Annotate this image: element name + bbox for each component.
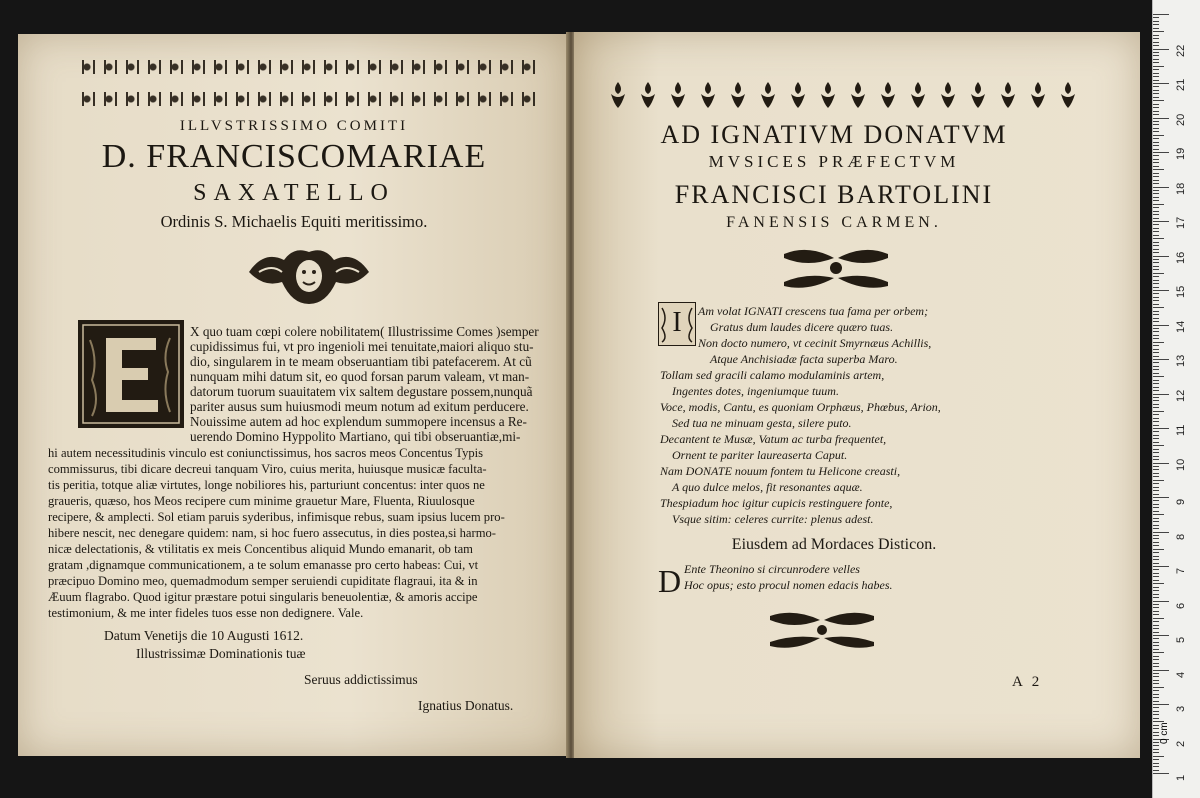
ruler-tick — [1153, 162, 1159, 163]
ruler-tick — [1153, 431, 1159, 432]
poem-line: Am volat IGNATI crescens tua fama per orbem; — [698, 304, 929, 318]
ruler-tick — [1153, 283, 1159, 284]
ruler-tick — [1153, 331, 1159, 332]
ruler-tick — [1153, 421, 1159, 422]
ruler-tick — [1153, 145, 1159, 146]
ruler-tick — [1153, 428, 1169, 429]
first-line: X quo tuam cœpi colere nobilitatem( Illustrissime Comes )semper — [190, 324, 539, 339]
ruler-tick — [1153, 601, 1169, 602]
dedication-heading-4: Ordinis S. Michaelis Equiti meritissimo. — [160, 212, 428, 231]
ruler-tick — [1153, 159, 1159, 160]
ruler-tick — [1153, 756, 1164, 757]
ruler-tick — [1153, 566, 1169, 567]
distich-line: Ente Theonino si circunrodere velles — [684, 562, 860, 576]
ruler-tick — [1153, 345, 1159, 346]
distich-line: Hoc opus; esto procul nomen edacis habes. — [684, 578, 893, 592]
ruler-tick — [1153, 114, 1159, 115]
ruler-tick — [1153, 583, 1164, 584]
ruler-tick — [1153, 580, 1159, 581]
ruler-tick — [1153, 666, 1159, 667]
ruler-tick — [1153, 55, 1159, 56]
ruler-tick — [1153, 442, 1159, 443]
ruler-tick — [1153, 514, 1164, 515]
ruler-tick — [1153, 24, 1159, 25]
ruler-number: 9 — [1175, 498, 1187, 505]
poem-line: A quo dulce melos, fit resonantes aquæ. — [672, 480, 863, 494]
ruler-tick — [1153, 352, 1159, 353]
ruler-tick — [1153, 228, 1159, 229]
ruler-number: 15 — [1175, 285, 1187, 298]
ruler-tick — [1153, 673, 1159, 674]
ruler-number: 7 — [1175, 567, 1187, 574]
ruler-tick — [1153, 390, 1159, 391]
body-line: cupidissimus fui, vt pro ingenioli mei tenuitate,maiori aliquo stu- — [190, 339, 534, 354]
ruler-tick — [1153, 183, 1159, 184]
body-line: Nouissime autem ad hoc explendum summopere incensus a Re- — [190, 414, 527, 429]
ruler-tick — [1153, 238, 1164, 239]
ruler-tick — [1153, 17, 1159, 18]
ruler-tick — [1153, 107, 1159, 108]
poem-heading-4: FANENSIS CARMEN. — [726, 214, 942, 231]
initial-i-woodcut — [658, 302, 696, 346]
ruler-tick — [1153, 618, 1164, 619]
ruler-tick — [1153, 545, 1159, 546]
ruler-tick — [1153, 59, 1159, 60]
ornament-band-top — [76, 60, 538, 74]
ruler-tick — [1153, 142, 1159, 143]
ruler-tick — [1153, 394, 1169, 395]
ruler-number: 5 — [1175, 636, 1187, 643]
dedication-heading-3: SAXATELLO — [193, 180, 395, 206]
ruler-tick — [1153, 749, 1159, 750]
ruler-number: 18 — [1175, 182, 1187, 195]
ruler-tick — [1153, 166, 1159, 167]
ruler-tick — [1153, 193, 1159, 194]
poem-line: Non docto numero, vt cecinit Smyrnæus Achillis, — [698, 336, 932, 350]
ruler-tick — [1153, 90, 1159, 91]
ruler-tick — [1153, 80, 1159, 81]
closing-line-1: Illustrissimæ Dominationis tuæ — [136, 646, 306, 661]
ruler-tick — [1153, 300, 1159, 301]
ruler-tick — [1153, 83, 1169, 84]
ruler-tick — [1153, 718, 1159, 719]
ruler-tick — [1153, 387, 1159, 388]
ruler-tick — [1153, 111, 1159, 112]
ruler-tick — [1153, 307, 1164, 308]
body-line: nicæ delectationis, & vtilitatis ex meis Concentibus aliquid Mundo emanarit, ob tam — [48, 542, 473, 556]
ruler-tick — [1153, 504, 1159, 505]
body-line: testimonium, & me inter fideles tuos esse non dedignere. Vale. — [48, 606, 364, 620]
ruler-tick — [1153, 97, 1159, 98]
ruler-tick — [1153, 676, 1159, 677]
ruler-tick — [1153, 52, 1159, 53]
ruler-tick — [1153, 435, 1159, 436]
ruler-tick — [1153, 690, 1159, 691]
ruler-tick — [1153, 573, 1159, 574]
ruler-tick — [1153, 280, 1159, 281]
ruler-unit-label: 0 cm — [1159, 722, 1170, 744]
ruler-tick — [1153, 362, 1159, 363]
ruler-tick — [1153, 231, 1159, 232]
ruler-tick — [1153, 694, 1159, 695]
mask-ornament — [244, 242, 374, 308]
ruler-tick — [1153, 45, 1159, 46]
distich-title: Eiusdem ad Mordaces Disticon. — [731, 536, 937, 553]
ruler-tick — [1153, 211, 1159, 212]
ruler-tick — [1153, 38, 1159, 39]
ruler-tick — [1153, 511, 1159, 512]
ruler-tick — [1153, 500, 1159, 501]
dedication-heading-1: ILLVSTRISSIMO COMITI — [179, 118, 409, 134]
ruler-tick — [1153, 200, 1159, 201]
ruler-tick — [1153, 35, 1159, 36]
ruler-tick — [1153, 628, 1159, 629]
body-line: recipere, & amplecti. Sol etiam paruis syderibus, infimisque rebus, suam ipsius lucem pro- — [48, 510, 505, 524]
ruler-number: 19 — [1175, 147, 1187, 160]
poem-line: Ornent te pariter laureaserta Caput. — [672, 448, 848, 462]
ruler-tick — [1153, 635, 1169, 636]
poem-line: Tollam sed gracili calamo modulaminis artem, — [660, 368, 885, 382]
ruler-tick — [1153, 252, 1159, 253]
ruler-tick — [1153, 197, 1159, 198]
body-line: nunquam mihi datum sit, eo quod forsan parum valeam, vt man- — [190, 369, 530, 384]
ruler-tick — [1153, 549, 1164, 550]
ruler-tick — [1153, 69, 1159, 70]
ruler-tick — [1153, 14, 1169, 15]
ruler-tick — [1153, 325, 1169, 326]
ruler-tick — [1153, 604, 1159, 605]
ruler-tick — [1153, 266, 1159, 267]
ruler-tick — [1153, 397, 1159, 398]
ruler-number: 4 — [1175, 671, 1187, 678]
poem-line: Voce, modis, Cantu, es quoniam Orphæus, Phœbus, Arion, — [660, 400, 941, 414]
ruler-tick — [1153, 438, 1159, 439]
body-line: datorum tuorum suauitatem vix saltem degustare possem,nunquã — [190, 384, 533, 399]
dedication-heading-2: D. FRANCISCOMARIAE — [101, 138, 487, 175]
ruler-tick — [1153, 659, 1159, 660]
ruler-tick — [1153, 452, 1159, 453]
ruler-tick — [1153, 287, 1159, 288]
poem-heading-2: MVSICES PRÆFECTVM — [708, 152, 960, 171]
poem-heading-3: FRANCISCI BARTOLINI — [674, 180, 994, 209]
ruler-tick — [1153, 638, 1159, 639]
poem-line: Decantent te Musæ, Vatum ac turba frequentet, — [660, 432, 887, 446]
ruler-tick — [1153, 538, 1159, 539]
ruler-tick — [1153, 663, 1159, 664]
ruler-tick — [1153, 745, 1159, 746]
ruler-tick — [1153, 273, 1164, 274]
ruler-tick — [1153, 155, 1159, 156]
ruler-tick — [1153, 542, 1159, 543]
ruler-tick — [1153, 611, 1159, 612]
ruler-tick — [1153, 290, 1169, 291]
measuring-ruler — [1152, 0, 1200, 798]
ruler-tick — [1153, 262, 1159, 263]
scroll-ornament — [778, 244, 894, 292]
left-page — [18, 34, 570, 756]
ruler-tick — [1153, 614, 1159, 615]
ruler-tick — [1153, 411, 1164, 412]
ruler-tick — [1153, 414, 1159, 415]
body-line: commissurus, tibi dicare decreui tanquam Viro, cuius merita, huiusque musicæ faculta- — [48, 462, 487, 476]
ruler-number: 17 — [1175, 216, 1187, 229]
ruler-tick — [1153, 687, 1164, 688]
ruler-tick — [1153, 380, 1159, 381]
bottom-scroll-ornament — [764, 608, 880, 652]
poem-heading-1: AD IGNATIVM DONATVM — [660, 120, 1008, 149]
date-line: Datum Venetijs die 10 Augusti 1612. — [104, 628, 304, 643]
ruler-tick — [1153, 497, 1169, 498]
ruler-tick — [1153, 576, 1159, 577]
ruler-tick — [1153, 342, 1164, 343]
ruler-tick — [1153, 469, 1159, 470]
ruler-tick — [1153, 135, 1164, 136]
ruler-tick — [1153, 269, 1159, 270]
ruler-tick — [1153, 621, 1159, 622]
body-line: uerendo Domino Hyppolito Martiano, qui tibi obseruantiæ,mi- — [190, 429, 521, 444]
ruler-tick — [1153, 494, 1159, 495]
ruler-tick — [1153, 66, 1164, 67]
ruler-number: 16 — [1175, 251, 1187, 264]
ruler-tick — [1153, 473, 1159, 474]
ruler-tick — [1153, 62, 1159, 63]
poem-line: Sed tua ne minuam gesta, silere puto. — [672, 416, 852, 430]
poem-line: Gratus dum laudes dicere quæro tuas. — [710, 320, 894, 334]
ruler-tick — [1153, 124, 1159, 125]
right-page — [574, 32, 1140, 758]
ruler-tick — [1153, 366, 1159, 367]
ruler-tick — [1153, 487, 1159, 488]
poem-line: Thespiadum hoc igitur cupicis restinguere fonte, — [660, 496, 893, 510]
closing-line-2: Seruus addictissimus — [304, 672, 418, 687]
ruler-tick — [1153, 131, 1159, 132]
ruler-tick — [1153, 100, 1164, 101]
ruler-tick — [1153, 328, 1159, 329]
ruler-tick — [1153, 190, 1159, 191]
ruler-tick — [1153, 400, 1159, 401]
ruler-tick — [1153, 221, 1169, 222]
ruler-number: 22 — [1175, 44, 1187, 57]
ruler-tick — [1153, 652, 1164, 653]
ruler-tick — [1153, 176, 1159, 177]
ruler-tick — [1153, 321, 1159, 322]
ruler-number: 2 — [1175, 740, 1187, 747]
ruler-tick — [1153, 349, 1159, 350]
ruler-tick — [1153, 759, 1159, 760]
ruler-tick — [1153, 180, 1159, 181]
ruler-tick — [1153, 532, 1169, 533]
ruler-tick — [1153, 297, 1159, 298]
ruler-tick — [1153, 359, 1169, 360]
ruler-tick — [1153, 21, 1159, 22]
ruler-tick — [1153, 249, 1159, 250]
ruler-tick — [1153, 701, 1159, 702]
ruler-number: 10 — [1175, 458, 1187, 471]
ruler-tick — [1153, 483, 1159, 484]
ruler-tick — [1153, 607, 1159, 608]
ruler-tick — [1153, 459, 1159, 460]
ruler-tick — [1153, 642, 1159, 643]
ruler-tick — [1153, 766, 1159, 767]
ruler-tick — [1153, 235, 1159, 236]
body-line: graueris, quæso, hos Meos recipere cum minime grauetur Mare, Fluenta, Riuulosque — [48, 494, 475, 508]
ruler-tick — [1153, 28, 1159, 29]
ruler-number: 12 — [1175, 389, 1187, 402]
ruler-tick — [1153, 335, 1159, 336]
ruler-tick — [1153, 763, 1159, 764]
ruler-tick — [1153, 645, 1159, 646]
ruler-tick — [1153, 773, 1169, 774]
ruler-tick — [1153, 383, 1159, 384]
ruler-tick — [1153, 490, 1159, 491]
body-line: pariter ausus sum huiusmodi meum notum ad exitum perducere. — [190, 399, 529, 414]
ruler-tick — [1153, 376, 1164, 377]
ruler-tick — [1153, 121, 1159, 122]
body-line: gratam ,dignamque communicationem, a te solum emanasse pro certo habeas: Cui, vt — [48, 558, 479, 572]
ruler-tick — [1153, 42, 1159, 43]
ruler-tick — [1153, 507, 1159, 508]
ruler-tick — [1153, 476, 1159, 477]
ruler-tick — [1153, 445, 1164, 446]
ruler-tick — [1153, 224, 1159, 225]
ruler-tick — [1153, 563, 1159, 564]
poem-line: Ingentes dotes, ingeniumque tuum. — [672, 384, 839, 398]
ruler-tick — [1153, 173, 1159, 174]
fleuron-row — [608, 80, 1078, 112]
ruler-tick — [1153, 670, 1169, 671]
ruler-tick — [1153, 276, 1159, 277]
ruler-tick — [1153, 293, 1159, 294]
ruler-tick — [1153, 242, 1159, 243]
ruler-tick — [1153, 245, 1159, 246]
ruler-tick — [1153, 683, 1159, 684]
ruler-tick — [1153, 697, 1159, 698]
ruler-tick — [1153, 528, 1159, 529]
ruler-tick — [1153, 259, 1159, 260]
ruler-tick — [1153, 552, 1159, 553]
ruler-tick — [1153, 466, 1159, 467]
ruler-tick — [1153, 149, 1159, 150]
ruler-tick — [1153, 632, 1159, 633]
ruler-tick — [1153, 404, 1159, 405]
ruler-tick — [1153, 73, 1159, 74]
ruler-number: 1 — [1175, 774, 1187, 781]
ruler-number: 8 — [1175, 533, 1187, 540]
ruler-tick — [1153, 218, 1159, 219]
ruler-tick — [1153, 449, 1159, 450]
ruler-tick — [1153, 169, 1164, 170]
ruler-tick — [1153, 518, 1159, 519]
ruler-tick — [1153, 525, 1159, 526]
ruler-tick — [1153, 707, 1159, 708]
ruler-number: 14 — [1175, 320, 1187, 333]
ruler-tick — [1153, 318, 1159, 319]
ruler-tick — [1153, 311, 1159, 312]
ruler-tick — [1153, 711, 1159, 712]
ruler-tick — [1153, 480, 1164, 481]
ruler-tick — [1153, 76, 1159, 77]
ruler-number: 13 — [1175, 354, 1187, 367]
body-line: præcipuo Domino meo, quemadmodum semper seruiendi cupiditate flagraui, ita & in — [48, 574, 478, 588]
ruler-tick — [1153, 594, 1159, 595]
ruler-tick — [1153, 535, 1159, 536]
body-line: tis peritia, totque aliæ virtutes, longe nobiliores his, parturiunt concentus: inter quos ne — [48, 478, 485, 492]
ruler-tick — [1153, 104, 1159, 105]
ruler-tick — [1153, 597, 1159, 598]
ruler-tick — [1153, 649, 1159, 650]
ruler-tick — [1153, 214, 1159, 215]
ruler-tick — [1153, 656, 1159, 657]
ruler-tick — [1153, 128, 1159, 129]
ruler-tick — [1153, 456, 1159, 457]
ruler-tick — [1153, 118, 1169, 119]
ruler-tick — [1153, 425, 1159, 426]
ruler-number: 3 — [1175, 705, 1187, 712]
distich-initial: D — [658, 563, 682, 599]
ruler-tick — [1153, 463, 1169, 464]
poem-line: Atque Anchisiadæ facta superba Maro. — [710, 352, 898, 366]
ruler-tick — [1153, 587, 1159, 588]
ruler-tick — [1153, 559, 1159, 560]
signature-mark: A 2 — [1012, 674, 1043, 690]
ruler-number: 11 — [1175, 424, 1187, 436]
ruler-tick — [1153, 187, 1169, 188]
ruler-tick — [1153, 356, 1159, 357]
poem-line: Vsque sitim: celeres currite: plenus adest. — [672, 512, 874, 526]
ruler-tick — [1153, 770, 1159, 771]
body-line: dio, singularem in te meam obseruantiam tibi patefacerem. At cũ — [190, 354, 532, 369]
ruler-tick — [1153, 86, 1159, 87]
ruler-tick — [1153, 31, 1164, 32]
ruler-tick — [1153, 407, 1159, 408]
ruler-tick — [1153, 152, 1169, 153]
poem-line: Nam DONATE nouum fontem tu Helicone creasti, — [660, 464, 901, 478]
ruler-tick — [1153, 138, 1159, 139]
signature: Ignatius Donatus. — [418, 698, 514, 713]
ruler-number: 6 — [1175, 602, 1187, 609]
ruler-tick — [1153, 304, 1159, 305]
poem-initial: I — [672, 307, 682, 338]
ruler-tick — [1153, 569, 1159, 570]
ornament-band-bottom — [76, 92, 538, 106]
initial-e-woodcut — [78, 320, 184, 428]
ruler-tick — [1153, 373, 1159, 374]
ruler-tick — [1153, 314, 1159, 315]
ruler-tick — [1153, 338, 1159, 339]
body-line: hibere nescit, nec denegare quidem: nam, si hoc fuero assecutus, in dies postea,si harmo- — [48, 526, 496, 540]
ruler-tick — [1153, 590, 1159, 591]
ruler-number: 21 — [1175, 78, 1187, 91]
ruler-tick — [1153, 680, 1159, 681]
ruler-tick — [1153, 625, 1159, 626]
ruler-tick — [1153, 704, 1169, 705]
ruler-tick — [1153, 369, 1159, 370]
ruler-number: 20 — [1175, 113, 1187, 126]
ruler-tick — [1153, 752, 1159, 753]
ruler-tick — [1153, 556, 1159, 557]
body-line: Æuum flagrabo. Quod igitur præstare potui singularis beneuolentiæ, & amoris accipe — [48, 590, 478, 604]
ruler-tick — [1153, 256, 1169, 257]
ruler-tick — [1153, 521, 1159, 522]
ruler-tick — [1153, 204, 1164, 205]
ruler-tick — [1153, 418, 1159, 419]
ruler-tick — [1153, 714, 1159, 715]
body-line: hi autem necessitudinis vinculo est coniunctissimus, hos sacros meos Concentus Typis — [48, 446, 484, 460]
ruler-tick — [1153, 49, 1169, 50]
ruler-tick — [1153, 207, 1159, 208]
ruler-tick — [1153, 93, 1159, 94]
